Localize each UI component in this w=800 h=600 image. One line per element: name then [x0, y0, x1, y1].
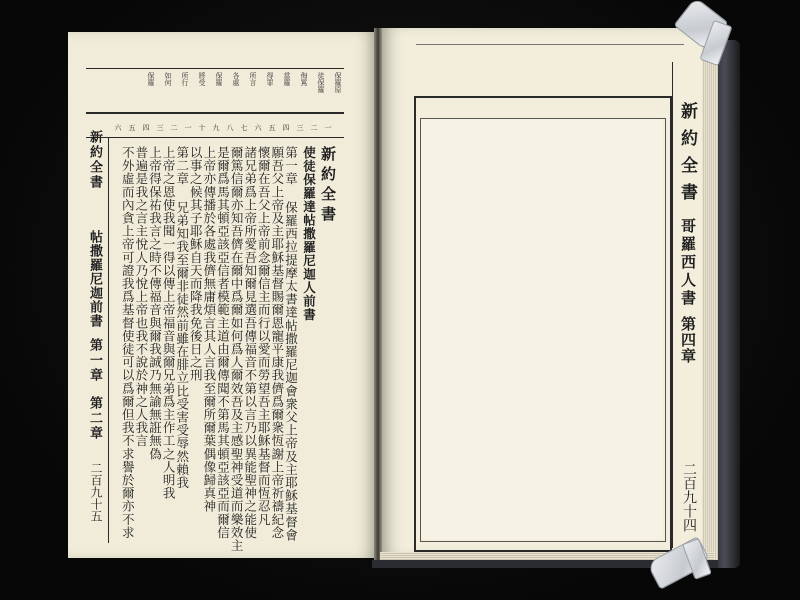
footnote-marker: 二 — [310, 124, 318, 131]
footnote-marker: 八 — [226, 124, 234, 131]
text-column: 第二章 兄弟知我至爾非徒然前雖在腓立比受害受辱然賴我 — [174, 146, 190, 490]
header-rule-left — [108, 138, 109, 543]
footnote-item: 保羅原 — [334, 72, 342, 93]
footnote-marker: 六 — [114, 124, 122, 131]
footnote-item: 如何 — [164, 72, 172, 86]
footnote-marker: 四 — [282, 124, 290, 131]
footnote-marker: 三 — [296, 124, 304, 131]
footnote-marker: 五 — [128, 124, 136, 131]
footnote-item: 保羅 — [215, 72, 223, 86]
text-column: 上帝之恩使我聞一得以傳上帝福音與爾兄弟爲主作工之人明我 — [161, 146, 177, 500]
footnote-marker: 九 — [212, 124, 220, 131]
right-running-header-chapter: 第四章 — [679, 316, 697, 364]
text-column: 願吾父上帝及主耶穌基督賜爾恩寵平康我儕爲爾衆恆謝上帝祈禱紀念 — [269, 146, 285, 539]
footnote-marker: 七 — [240, 124, 248, 131]
marker-rule — [86, 137, 344, 138]
text-column: 懷爾在吾父上帝前念爾信主而行以愛而勞望吾主耶穌基督而恆忍凡 — [256, 146, 272, 526]
text-column: 上帝亦傳播於各處我儕無庸煩言其人言我至爾所爾葉偶像歸真神 — [201, 146, 217, 513]
footnote-item: 所言 — [249, 72, 257, 86]
text-column: 第一章 保羅西拉提摩太書達帖撒羅尼迦會衆父上帝及主耶穌基督會 — [283, 146, 299, 542]
running-header-book: 新約全書 — [87, 130, 102, 190]
text-column: 爾篤信爾亦知吾儕在爾中爲爾如何爲人爾效吾及主感聖神受道而樂效主 — [229, 146, 245, 553]
epistle-title: 使徒保羅達帖撒羅尼迦人前書 — [301, 146, 317, 322]
footnote-marker: 十 — [198, 124, 206, 131]
footnote-marker: 三 — [156, 124, 164, 131]
text-column: 上帝得保祐我言之時不傳福音與爾我誠乃無諭無誑無偽 — [147, 146, 163, 461]
footnote-item: 將受 — [198, 72, 206, 86]
footnote-rule-top — [86, 68, 344, 69]
running-header-epistle: 帖撒羅尼迦前書 — [87, 230, 102, 328]
footnote-item: 各處 — [232, 72, 240, 86]
page-number-left: 二百九十五 — [89, 462, 103, 522]
page-stack-edge — [700, 46, 718, 562]
footnote-marker: 二 — [170, 124, 178, 131]
footnote-item: 當羅 — [283, 72, 291, 86]
footnote-item: 徒保羅 — [317, 72, 325, 93]
text-column: 以事之候其子耶穌自天而降我免後日之刑 — [188, 146, 204, 382]
running-header-chapter2: 第二章 — [87, 396, 102, 441]
text-column: 普遍是我之言主悅人乃悅上帝也我不說於神之人我言 — [133, 146, 149, 448]
book-title: 新約全書 — [319, 146, 337, 226]
right-header-rule — [672, 62, 673, 548]
footnote-marker: 一 — [324, 124, 332, 131]
footnote-marker: 一 — [184, 124, 192, 131]
footnote-marker: 六 — [254, 124, 262, 131]
right-top-rule — [416, 44, 684, 45]
book-gutter — [374, 28, 382, 560]
footnote-marker: 四 — [142, 124, 150, 131]
right-running-header-epistle: 哥羅西人書 — [679, 218, 697, 308]
text-column: 是爾爲馬其頓亞該亞信者模範主道由爾傳聞不第馬其頓亞該亞而爾信 — [215, 146, 231, 539]
footnote-item: 得罪 — [266, 72, 274, 86]
right-running-header-book: 新約全書 — [677, 102, 697, 210]
footnote-marker: 五 — [268, 124, 276, 131]
footnote-item: 侮罵 — [300, 72, 308, 86]
right-page-inner-frame — [420, 118, 666, 542]
footnote-item: 所行 — [181, 72, 189, 86]
text-column: 諸兄弟爲上帝所愛吾知爾見選吾傳福音不第以言乃以異能聖神之能使 — [242, 146, 258, 539]
footnote-rule-bottom — [86, 112, 344, 114]
running-header-chapter: 第一章 — [87, 338, 102, 383]
page-number-right: 二百九十四 — [681, 462, 697, 532]
footnote-item: 保羅 — [147, 72, 155, 86]
text-column: 不外虛而內貪上帝可證我爲基督使徒可以爲爾但我不求譽於爾亦不求 — [120, 146, 136, 539]
